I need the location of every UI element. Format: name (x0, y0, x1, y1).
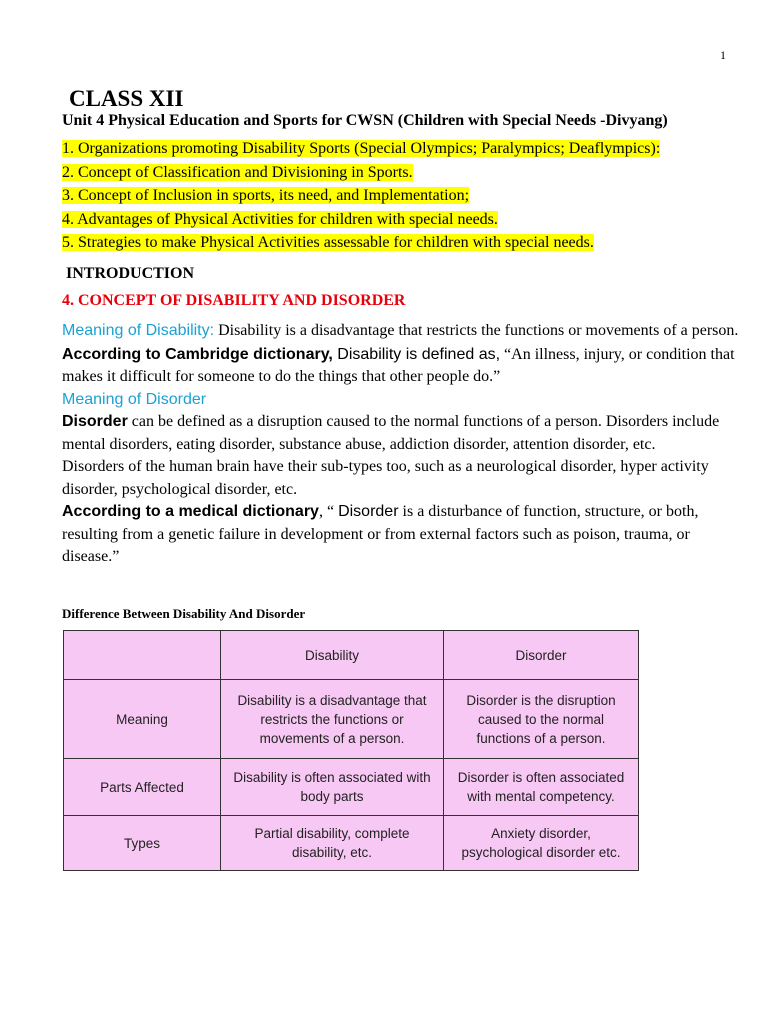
table-cell: Parts Affected (64, 759, 221, 816)
cambridge-mid: Disability is defined as, (332, 345, 501, 363)
table-cell: Disorder is the disruption caused to the normal functions of a person. (444, 680, 639, 759)
table-cell: Anxiety disorder, psychological disorder etc. (444, 816, 639, 871)
table-cell: Disability is often associated with body parts (221, 759, 444, 816)
concept-heading: 4. CONCEPT OF DISABILITY AND DISORDER (62, 292, 406, 309)
table-row (64, 816, 639, 871)
topic-item: 2. Concept of Classification and Divisioning in Sports. (62, 163, 413, 181)
brain-paragraph: Disorders of the human brain have their sub-types too, such as a neurological disorder, hyper activity disorder, psychological disorder, etc. (62, 458, 709, 498)
table-header-cell: Disorder (444, 631, 639, 680)
body-text (62, 320, 742, 569)
medical-word: Disorder (338, 503, 399, 520)
disability-label: Meaning of Disability: (62, 322, 215, 339)
medical-text: is a disturbance of function, structure, or both, resulting from a genetic failure in development or from external factors such as poison, trauma, or disease.” (62, 503, 699, 565)
topic-list (62, 137, 660, 255)
table-row (64, 759, 639, 816)
table-cell: Disorder is often associated with mental competency. (444, 759, 639, 816)
table-cell: Types (64, 816, 221, 871)
topic-item: 1. Organizations promoting Disability Sports (Special Olympics; Paralympics; Deaflympics): (62, 140, 661, 157)
cambridge-label: According to Cambridge dictionary, (62, 345, 333, 363)
table-cell: Disability is a disadvantage that restricts the functions or movements of a person. (221, 680, 444, 759)
class-title: CLASS XII (69, 86, 184, 111)
medical-pre: , “ (318, 503, 339, 520)
table-cell: Partial disability, complete disability, etc. (221, 816, 444, 871)
topic-item: 3. Concept of Inclusion in sports, its need, and Implementation; (62, 187, 470, 204)
topic-item: 5. Strategies to make Physical Activities assessable for children with special needs. (62, 234, 594, 251)
medical-paragraph (62, 501, 742, 569)
disorder-paragraph (62, 411, 742, 456)
topic-item: 4. Advantages of Physical Activities for children with special needs. (62, 210, 498, 228)
cambridge-paragraph (62, 344, 742, 389)
table-cell: Meaning (64, 680, 221, 759)
page-number: 1 (720, 48, 726, 62)
table-header-cell: Disability (221, 631, 444, 680)
difference-table (63, 630, 639, 871)
disability-text: Disability is a disadvantage that restricts the functions or movements of a person. (214, 322, 739, 339)
disability-paragraph (62, 320, 742, 343)
table-header-row (64, 631, 639, 680)
medical-label: According to a medical dictionary (62, 503, 319, 520)
cambridge-quote: “An illness, injury, or condition that makes it difficult for someone to do the things that other people do.” (62, 345, 735, 385)
disorder-text: can be defined as a disruption caused to the normal functions of a person. Disorders include mental disorders, eating disorder, substance abuse, addiction disorder, attention disorder, etc. (62, 413, 720, 453)
disorder-heading: Meaning of Disorder (62, 390, 207, 408)
disorder-word: Disorder (62, 413, 128, 430)
difference-title: Difference Between Disability And Disorder (62, 606, 306, 621)
introduction-heading: INTRODUCTION (66, 265, 195, 282)
table-row (64, 680, 639, 759)
table-header-cell (64, 631, 221, 680)
unit-title: Unit 4 Physical Education and Sports for CWSN (Children with Special Needs -Divyang) (62, 112, 668, 129)
